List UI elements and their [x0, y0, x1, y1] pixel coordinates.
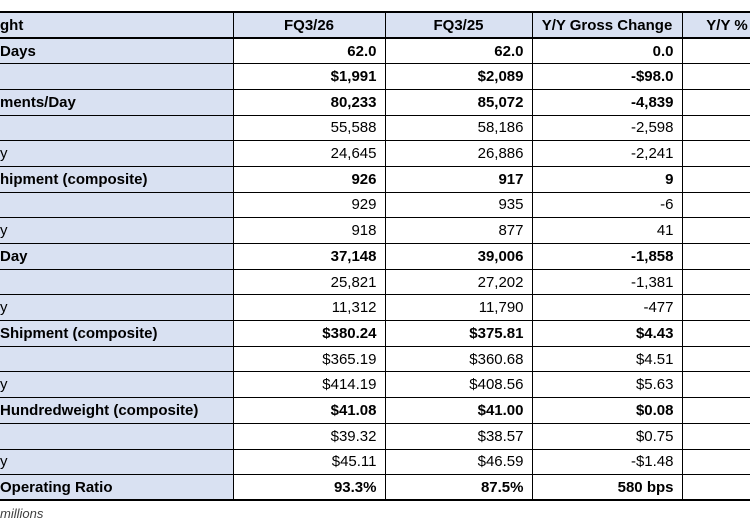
- table-row: [0, 449, 750, 475]
- yy-gross-change-cell: $5.63: [532, 372, 682, 398]
- yy-gross-change-cell: -$98.0: [532, 64, 682, 90]
- yy-percent-cell: [682, 244, 750, 270]
- fq326-cell: 926: [233, 166, 385, 192]
- row-label-cell: Day: [0, 244, 233, 270]
- table-row: [0, 372, 750, 398]
- footnote: millions: [0, 506, 44, 521]
- table-row: [0, 115, 750, 141]
- fq326-cell: $41.08: [233, 398, 385, 424]
- fq326-cell: 24,645: [233, 141, 385, 167]
- table-row: [0, 321, 750, 347]
- row-label-cell: y: [0, 372, 233, 398]
- yy-gross-change-cell: 0.0: [532, 38, 682, 64]
- fq325-cell: $46.59: [385, 449, 532, 475]
- table-row: [0, 218, 750, 244]
- header-fq325: FQ3/25: [385, 12, 532, 38]
- fq325-cell: 58,186: [385, 115, 532, 141]
- yy-percent-cell: [682, 423, 750, 449]
- yy-percent-cell: [682, 449, 750, 475]
- row-label-cell: [0, 346, 233, 372]
- yy-percent-cell: [682, 475, 750, 501]
- fq326-cell: $365.19: [233, 346, 385, 372]
- fq325-cell: $2,089: [385, 64, 532, 90]
- table-row: [0, 192, 750, 218]
- fq325-cell: 11,790: [385, 295, 532, 321]
- yy-gross-change-cell: -477: [532, 295, 682, 321]
- yy-percent-cell: [682, 218, 750, 244]
- fq325-cell: 26,886: [385, 141, 532, 167]
- yy-percent-cell: [682, 321, 750, 347]
- table-row: [0, 295, 750, 321]
- table-row: [0, 346, 750, 372]
- yy-percent-cell: [682, 346, 750, 372]
- fq325-cell: $360.68: [385, 346, 532, 372]
- row-label-cell: [0, 269, 233, 295]
- row-label-cell: y: [0, 218, 233, 244]
- fq326-cell: $45.11: [233, 449, 385, 475]
- row-label-cell: Hundredweight (composite): [0, 398, 233, 424]
- table-row: [0, 166, 750, 192]
- table-row: [0, 475, 750, 501]
- header-yy-percent: Y/Y %: [682, 12, 750, 38]
- yy-gross-change-cell: -2,598: [532, 115, 682, 141]
- yy-gross-change-cell: -4,839: [532, 89, 682, 115]
- fq326-cell: 80,233: [233, 89, 385, 115]
- fq326-cell: 93.3%: [233, 475, 385, 501]
- fq325-cell: $41.00: [385, 398, 532, 424]
- yy-percent-cell: [682, 38, 750, 64]
- yy-percent-cell: [682, 398, 750, 424]
- fq325-cell: 917: [385, 166, 532, 192]
- fq325-cell: $408.56: [385, 372, 532, 398]
- fq326-cell: $414.19: [233, 372, 385, 398]
- yy-gross-change-cell: $0.75: [532, 423, 682, 449]
- row-label-cell: [0, 192, 233, 218]
- fq325-cell: 62.0: [385, 38, 532, 64]
- freight-metrics-table: [0, 11, 750, 501]
- table-row: [0, 398, 750, 424]
- yy-gross-change-cell: -$1.48: [532, 449, 682, 475]
- fq326-cell: 37,148: [233, 244, 385, 270]
- yy-gross-change-cell: $4.43: [532, 321, 682, 347]
- yy-percent-cell: [682, 269, 750, 295]
- table-row: [0, 141, 750, 167]
- fq325-cell: 87.5%: [385, 475, 532, 501]
- fq326-cell: $39.32: [233, 423, 385, 449]
- fq326-cell: 929: [233, 192, 385, 218]
- fq326-cell: $380.24: [233, 321, 385, 347]
- row-label-cell: y: [0, 141, 233, 167]
- table-wrap: [0, 11, 750, 501]
- row-label-cell: [0, 64, 233, 90]
- fq326-cell: 11,312: [233, 295, 385, 321]
- yy-percent-cell: [682, 64, 750, 90]
- yy-percent-cell: [682, 141, 750, 167]
- row-label-cell: [0, 115, 233, 141]
- fq325-cell: 935: [385, 192, 532, 218]
- fq325-cell: $375.81: [385, 321, 532, 347]
- yy-percent-cell: [682, 115, 750, 141]
- row-label-cell: [0, 423, 233, 449]
- fq325-cell: 39,006: [385, 244, 532, 270]
- yy-percent-cell: [682, 166, 750, 192]
- row-label-cell: ments/Day: [0, 89, 233, 115]
- fq325-cell: 877: [385, 218, 532, 244]
- yy-gross-change-cell: -2,241: [532, 141, 682, 167]
- table-body: [0, 38, 750, 500]
- header-yy-gross-change: Y/Y Gross Change: [532, 12, 682, 38]
- yy-gross-change-cell: $4.51: [532, 346, 682, 372]
- yy-percent-cell: [682, 192, 750, 218]
- header-fq326: FQ3/26: [233, 12, 385, 38]
- table-row: [0, 38, 750, 64]
- table-row: [0, 64, 750, 90]
- yy-percent-cell: [682, 295, 750, 321]
- fq326-cell: 25,821: [233, 269, 385, 295]
- fq326-cell: $1,991: [233, 64, 385, 90]
- fq326-cell: 55,588: [233, 115, 385, 141]
- table-row: [0, 89, 750, 115]
- yy-gross-change-cell: 580 bps: [532, 475, 682, 501]
- yy-percent-cell: [682, 89, 750, 115]
- row-label-cell: Days: [0, 38, 233, 64]
- yy-percent-cell: [682, 372, 750, 398]
- table-row: [0, 244, 750, 270]
- row-label-cell: Operating Ratio: [0, 475, 233, 501]
- yy-gross-change-cell: 41: [532, 218, 682, 244]
- fq326-cell: 918: [233, 218, 385, 244]
- fq325-cell: 27,202: [385, 269, 532, 295]
- yy-gross-change-cell: 9: [532, 166, 682, 192]
- row-label-cell: y: [0, 449, 233, 475]
- yy-gross-change-cell: -1,858: [532, 244, 682, 270]
- yy-gross-change-cell: -1,381: [532, 269, 682, 295]
- yy-gross-change-cell: -6: [532, 192, 682, 218]
- table-row: [0, 269, 750, 295]
- row-label-cell: y: [0, 295, 233, 321]
- fq326-cell: 62.0: [233, 38, 385, 64]
- table-row: [0, 423, 750, 449]
- fq325-cell: 85,072: [385, 89, 532, 115]
- fq325-cell: $38.57: [385, 423, 532, 449]
- yy-gross-change-cell: $0.08: [532, 398, 682, 424]
- row-label-cell: Shipment (composite): [0, 321, 233, 347]
- header-row: [0, 12, 750, 38]
- row-label-cell: hipment (composite): [0, 166, 233, 192]
- header-row-label: ght: [0, 12, 233, 38]
